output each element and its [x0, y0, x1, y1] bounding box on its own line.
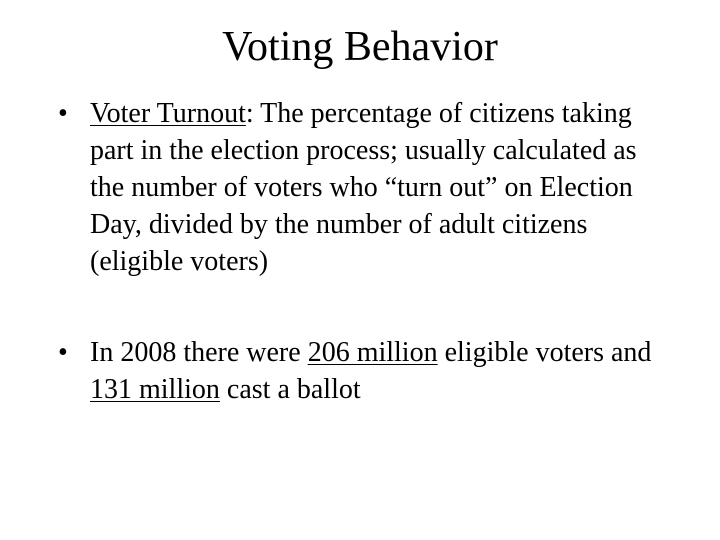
stat-text-part2: eligible voters and [437, 337, 652, 368]
bullet-list [56, 95, 676, 408]
slide-title: Voting Behavior [222, 24, 498, 70]
bullet-marker: • [58, 98, 68, 129]
term-voter-turnout: Voter Turnout [90, 98, 246, 129]
stat-text-part1: In 2008 there were [90, 337, 308, 368]
stat-text-part3: cast a ballot [219, 374, 361, 405]
bullet-marker: • [58, 337, 68, 368]
bullet-2008-statistics [56, 334, 676, 408]
eligible-voters-figure: 206 million [307, 337, 438, 368]
ballots-cast-figure: 131 million [90, 374, 220, 405]
bullet-voter-turnout [56, 95, 676, 280]
definition-text: : The percentage of citizens taking part in the election process; usually calculated as the number of voters who “turn out” on Election Day, divided by the number of adult citizens (eligible voters) [90, 98, 637, 277]
